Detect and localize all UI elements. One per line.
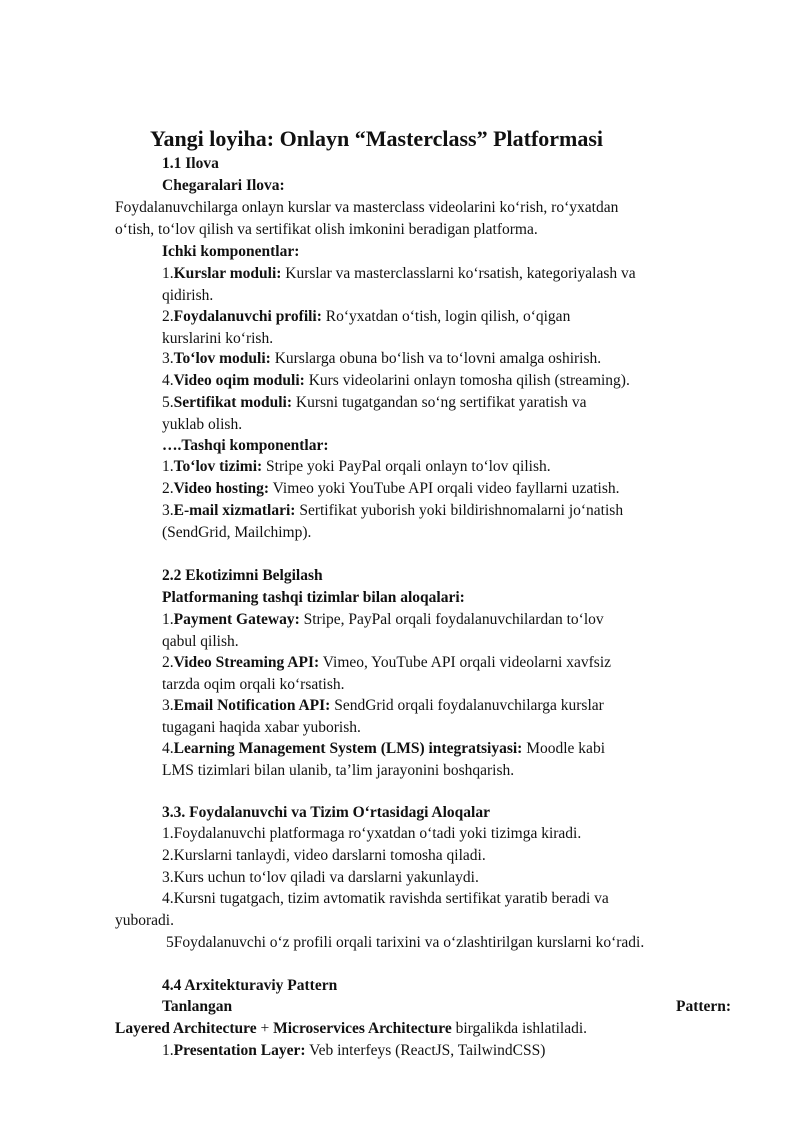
ecosystem-subheading: Platformaning tashqi tizimlar bilan aloqalari: bbox=[162, 589, 465, 606]
chosen-pattern-left: Tanlangan bbox=[162, 998, 233, 1015]
item-label: To‘lov moduli: bbox=[173, 350, 271, 367]
item-text: Veb interfeys (ReactJS, TailwindCSS) bbox=[305, 1042, 546, 1059]
interaction-step-4-cont: yuboradi. bbox=[115, 912, 174, 929]
item-label: Learning Management System (LMS) integratsiyasi: bbox=[173, 740, 523, 757]
internal-item-1 bbox=[162, 265, 636, 283]
section-heading-ecosystem: 2.2 Ekotizimni Belgilash bbox=[162, 567, 323, 584]
external-item-3 bbox=[162, 502, 623, 520]
ecosystem-item-2 bbox=[162, 654, 611, 672]
ecosystem-item-4-cont: LMS tizimlari bilan ulanib, ta’lim jarayonini boshqarish. bbox=[162, 762, 515, 779]
internal-item-4 bbox=[162, 372, 630, 390]
internal-item-3 bbox=[162, 350, 601, 368]
internal-item-2 bbox=[162, 308, 570, 326]
item-text: Kursni tugatgandan so‘ng sertifikat yaratish va bbox=[292, 394, 587, 411]
arch-rest: birgalikda ishlatiladi. bbox=[451, 1020, 588, 1037]
internal-item-5 bbox=[162, 394, 586, 412]
presentation-layer-item bbox=[162, 1042, 545, 1060]
item-number: 1. bbox=[162, 611, 174, 628]
item-text: Kurs videolarini onlayn tomosha qilish (streaming). bbox=[304, 372, 630, 389]
item-number: 4. bbox=[162, 372, 174, 389]
item-number: 2. bbox=[162, 654, 174, 671]
arch-layered: Layered Architecture bbox=[115, 1020, 257, 1037]
boundaries-subheading: Chegaralari Ilova: bbox=[162, 177, 285, 194]
item-label: Video oqim moduli: bbox=[173, 372, 305, 389]
item-text: Stripe yoki PayPal orqali onlayn to‘lov qilish. bbox=[262, 458, 551, 475]
item-label: Presentation Layer: bbox=[173, 1042, 306, 1059]
section-heading-architecture: 4.4 Arxitekturaviy Pattern bbox=[162, 977, 338, 994]
external-item-2 bbox=[162, 480, 619, 498]
item-label: Payment Gateway: bbox=[173, 611, 300, 628]
item-text: Vimeo, YouTube API orqali videolarni xavfsiz bbox=[319, 654, 611, 671]
item-label: Foydalanuvchi profili: bbox=[173, 308, 322, 325]
interaction-step-5: 5Foydalanuvchi o‘z profili orqali tarixini va o‘zlashtirilgan kurslarni ko‘radi. bbox=[166, 934, 645, 951]
item-label: Sertifikat moduli: bbox=[173, 394, 293, 411]
item-text: Vimeo yoki YouTube API orqali video fayllarni uzatish. bbox=[269, 480, 620, 497]
item-number: 3. bbox=[162, 502, 174, 519]
description-line-1: Foydalanuvchilarga onlayn kurslar va masterclass videolarini ko‘rish, ro‘yxatdan bbox=[115, 199, 619, 216]
item-number: 2. bbox=[162, 308, 174, 325]
interaction-step-4: 4.Kursni tugatgach, tizim avtomatik ravishda sertifikat yaratib beradi va bbox=[162, 890, 609, 907]
ecosystem-item-2-cont: tarzda oqim orqali ko‘rsatish. bbox=[162, 676, 345, 693]
item-number: 1. bbox=[162, 458, 174, 475]
ecosystem-item-3-cont: tugagani haqida xabar yuborish. bbox=[162, 719, 361, 736]
interaction-step-2: 2.Kurslarni tanlaydi, video darslarni tomosha qiladi. bbox=[162, 847, 486, 864]
item-text: Moodle kabi bbox=[522, 740, 605, 757]
architecture-line bbox=[115, 1020, 587, 1038]
item-text: Sertifikat yuborish yoki bildirishnomalarni jo‘natish bbox=[295, 502, 624, 519]
arch-plus: + bbox=[256, 1020, 274, 1037]
ecosystem-item-3 bbox=[162, 697, 604, 715]
item-number: 1. bbox=[162, 265, 174, 282]
internal-components-heading: Ichki komponentlar: bbox=[162, 243, 300, 260]
item-number: 2. bbox=[162, 480, 174, 497]
item-number: 5. bbox=[162, 394, 174, 411]
internal-item-5-cont: yuklab olish. bbox=[162, 416, 243, 433]
item-text: Stripe, PayPal orqali foydalanuvchilardan to‘lov bbox=[299, 611, 604, 628]
item-number: 3. bbox=[162, 697, 174, 714]
item-label: E-mail xizmatlari: bbox=[173, 502, 296, 519]
section-heading-ilova: 1.1 Ilova bbox=[162, 155, 219, 172]
section-heading-interactions: 3.3. Foydalanuvchi va Tizim O‘rtasidagi Aloqalar bbox=[162, 804, 490, 821]
description-line-2: o‘tish, to‘lov qilish va sertifikat olish imkonini beradigan platforma. bbox=[115, 221, 538, 238]
ecosystem-item-4 bbox=[162, 740, 605, 758]
item-text: Kurslarga obuna bo‘lish va to‘lovni amalga oshirish. bbox=[270, 350, 602, 367]
ecosystem-item-1 bbox=[162, 611, 604, 629]
ecosystem-item-1-cont: qabul qilish. bbox=[162, 633, 239, 650]
item-label: Kurslar moduli: bbox=[173, 265, 282, 282]
item-label: Email Notification API: bbox=[173, 697, 331, 714]
item-number: 4. bbox=[162, 740, 174, 757]
item-label: Video hosting: bbox=[173, 480, 270, 497]
arch-microservices: Microservices Architecture bbox=[273, 1020, 452, 1037]
item-text: Ro‘yxatdan o‘tish, login qilish, o‘qigan bbox=[321, 308, 571, 325]
internal-item-2-cont: kurslarini ko‘rish. bbox=[162, 330, 274, 347]
external-item-1 bbox=[162, 458, 551, 476]
document-title: Yangi loyiha: Onlayn “Masterclass” Platformasi bbox=[150, 126, 604, 151]
item-label: Video Streaming API: bbox=[173, 654, 320, 671]
item-text: SendGrid orqali foydalanuvchilarga kurslar bbox=[330, 697, 604, 714]
item-label: To‘lov tizimi: bbox=[173, 458, 263, 475]
internal-item-1-cont: qidirish. bbox=[162, 287, 214, 304]
interaction-step-1: 1.Foydalanuvchi platformaga ro‘yxatdan o‘tadi yoki tizimga kiradi. bbox=[162, 825, 582, 842]
chosen-pattern-right: Pattern: bbox=[676, 998, 732, 1015]
item-text: Kurslar va masterclasslarni ko‘rsatish, kategoriyalash va bbox=[281, 265, 636, 282]
item-number: 3. bbox=[162, 350, 174, 367]
interaction-step-3: 3.Kurs uchun to‘lov qiladi va darslarni yakunlaydi. bbox=[162, 869, 479, 886]
external-components-heading: ….Tashqi komponentlar: bbox=[162, 437, 329, 454]
item-number: 1. bbox=[162, 1042, 174, 1059]
external-item-3-cont: (SendGrid, Mailchimp). bbox=[162, 524, 312, 541]
